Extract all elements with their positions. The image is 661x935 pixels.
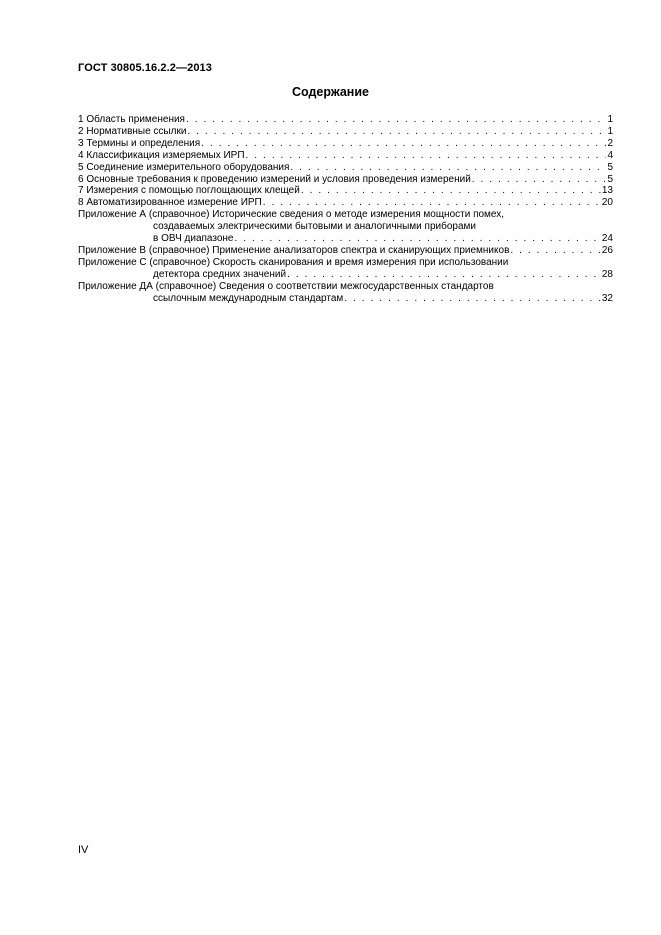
toc-entry-page: 5 [607,173,613,185]
toc-entry-appendix-da[interactable] [78,281,613,305]
toc-entry-label-line: создаваемых электрическими бытовыми и аналогичными приборами [153,221,476,233]
toc-entry-6[interactable] [78,174,613,186]
toc-leader-dots [510,245,600,257]
toc-leader-dots [344,293,601,305]
toc-entry-label: 4 Классификация измеряемых ИРП [78,149,245,161]
toc-entry-label-line: Приложение ДА (справочное) Сведения о соответствии межгосударственных стандартов [78,280,494,292]
toc-entry-label-line: ссылочным международным стандартам [153,292,344,304]
page-title: Содержание [291,85,369,99]
toc-leader-dots [186,114,606,126]
toc-leader-dots [187,126,606,138]
table-of-contents [78,114,613,305]
toc-entry-label: Приложение В (справочное) Применение анализаторов спектра и сканирующих приемников [78,244,510,256]
toc-entry-page: 1 [607,125,613,137]
toc-entry-page: 20 [601,197,613,209]
toc-leader-dots [301,185,601,197]
toc-entry-label-line: Приложение С (справочное) Скорость сканирования и время измерения при использовании [78,256,509,268]
toc-leader-dots [263,197,601,209]
toc-entry-page: 24 [601,233,613,245]
toc-entry-label: 7 Измерения с помощью поглощающих клещей [78,185,300,197]
toc-entry-appendix-c[interactable] [78,257,613,281]
toc-leader-dots [235,233,601,245]
toc-leader-dots [201,138,606,150]
toc-entry-page: 2 [607,137,613,149]
toc-entry-label: 1 Область применения [78,114,185,125]
toc-entry-label: 6 Основные требования к проведению измерений и условия проведения измерений [78,173,471,185]
toc-entry-page: 32 [601,292,613,304]
toc-entry-4[interactable] [78,150,613,162]
toc-entry-label: 3 Термины и определения [78,137,201,149]
toc-leader-dots [287,269,601,281]
toc-entry-page: 13 [601,185,613,197]
toc-entry-page: 26 [601,244,613,256]
toc-entry-label: 2 Нормативные ссылки [78,125,187,137]
toc-entry-7[interactable] [78,185,613,197]
toc-leader-dots [246,150,607,162]
toc-leader-dots [290,162,606,174]
toc-entry-appendix-a[interactable] [78,209,613,245]
toc-leader-dots [472,174,607,186]
toc-entry-1[interactable] [78,114,613,126]
toc-entry-label: 5 Соединение измерительного оборудования [78,161,290,173]
page-number: IV [78,844,89,856]
toc-entry-8[interactable] [78,197,613,209]
toc-entry-page: 4 [607,149,613,161]
document-standard-number: ГОСТ 30805.16.2.2—2013 [78,62,212,74]
toc-entry-5[interactable] [78,162,613,174]
toc-entry-page: 1 [607,114,613,125]
toc-entry-page: 28 [601,268,613,280]
toc-entry-label-line: в ОВЧ диапазоне [153,233,234,245]
toc-entry-3[interactable] [78,138,613,150]
toc-entry-appendix-b[interactable] [78,245,613,257]
toc-entry-label: 8 Автоматизированное измерение ИРП [78,197,262,209]
toc-entry-2[interactable] [78,126,613,138]
toc-entry-page: 5 [607,161,613,173]
toc-entry-label-line: Приложение А (справочное) Исторические сведения о методе измерения мощности помех, [78,209,505,221]
toc-entry-label-line: детектора средних значений [153,268,287,280]
